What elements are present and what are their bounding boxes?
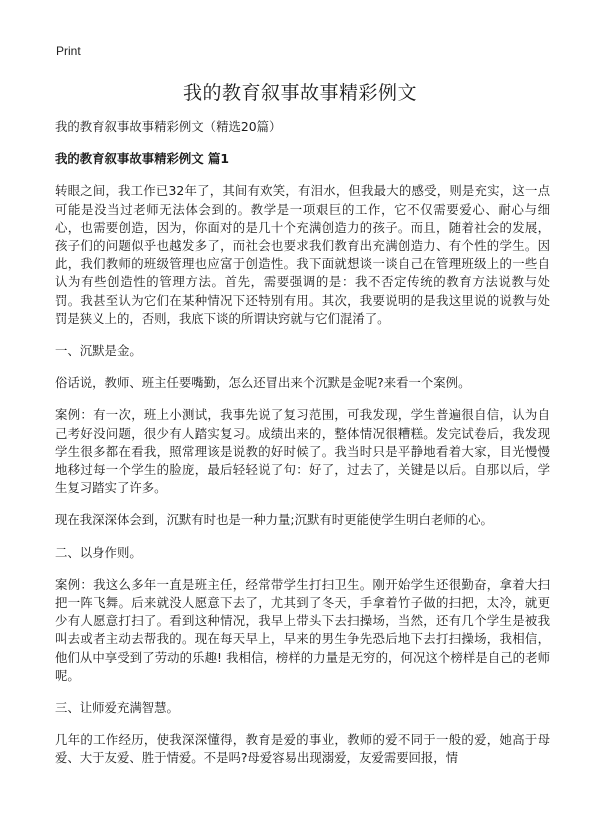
paragraph-intro: 转眼之间，我工作已32年了，其间有欢笑，有泪水，但我最大的感受，则是充实，这一点可能是没当过老师无法体会到的。教学是一项艰巨的工作，它不仅需要爱心、耐心与细心，也需要创造，因为，你面对的是几十个充满创造力的孩子。而且，随着社会的发展，孩子们的问题似乎也越发多了，而社会也要求我们教育出充满创造力、有个性的学生。因此，我们教师的班级管理也应富于创造性。我下面就想谈一谈自己在管理班级上的一些自认为有些创造性的管理方法。首先，需要强调的是：我不否定传统的教育方法说教与处罚。我甚至认为它们在某种情况下还特别有用。其次，我要说明的是我这里说的说教与处罚是狭义上的，否则，我底下谈的所谓诀窍就与它们混淆了。 bbox=[55, 183, 550, 326]
paragraph: 现在我深深体会到，沉默有时也是一种力量;沉默有时更能使学生明白老师的心。 bbox=[55, 512, 493, 528]
print-label[interactable]: Print bbox=[56, 44, 81, 58]
point-heading-1: 一、沉默是金。 bbox=[55, 343, 142, 359]
paragraph: 几年的工作经历，使我深深懂得，教育是爱的事业，教师的爱不同于一般的爱，她高于母爱、大于友爱、胜于情爱。不是吗?母爱容易出现溺爱，友爱需要回报，情 bbox=[55, 732, 550, 766]
paragraph: 案例：有一次，班上小测试，我事先说了复习范围，可我发现，学生普遍很自信，认为自己考好没问题，很少有人踏实复习。成绩出来的，整体情况很糟糕。发完试卷后，我发现学生很多都在看我，照常理该是说教的好时候了。我当时只是平静地看着大家，目光慢慢地移过每一个学生的脸庞，最后轻轻说了句：好了，过去了，关键是以后。自那以后，学生复习踏实了许多。 bbox=[55, 407, 550, 496]
document-body bbox=[55, 118, 550, 782]
paragraph: 案例：我这么多年一直是班主任，经常带学生打扫卫生。刚开始学生还很勤奋，拿着大扫把一阵飞舞。后来就没人愿意下去了，尤其到了冬天，手拿着竹子做的扫把，太冷，就更少有人愿意打扫了。看到这种情况，我早上带头下去扫操场，当然，还有几个学生是被我叫去或者主动去帮我的。现在每天早上，早来的男生争先恐后地下去打扫操场，我相信，他们从中享受到了劳动的乐趣! 我相信，榜样的力量是无穷的，何况这个榜样是自己的老师呢。 bbox=[55, 576, 550, 683]
document-subtitle: 我的教育叙事故事精彩例文（精选20篇） bbox=[55, 119, 282, 134]
section-heading: 我的教育叙事故事精彩例文 篇1 bbox=[55, 151, 230, 167]
point-heading-3: 三、让师爱充满智慧。 bbox=[55, 700, 179, 716]
point-heading-2: 二、以身作则。 bbox=[55, 544, 142, 560]
paragraph: 俗话说，教师、班主任要嘴勤，怎么还冒出来个沉默是金呢?来看一个案例。 bbox=[55, 375, 471, 391]
page-title: 我的教育叙事故事精彩例文 bbox=[182, 82, 417, 104]
